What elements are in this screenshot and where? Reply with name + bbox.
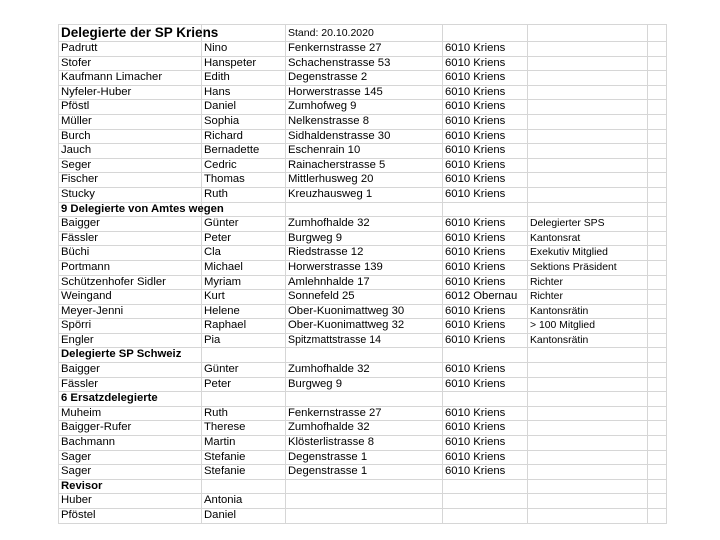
first-name-cell[interactable]: Peter <box>202 231 286 246</box>
first-name-cell[interactable]: Günter <box>202 217 286 232</box>
role-cell[interactable]: > 100 Mitglied <box>528 319 648 334</box>
first-name-cell[interactable]: Günter <box>202 363 286 378</box>
street-cell[interactable]: Spitzmattstrasse 14 <box>286 333 443 348</box>
spreadsheet-table <box>58 24 667 524</box>
role-cell[interactable]: Sektions Präsident <box>528 260 648 275</box>
street-cell[interactable]: Degenstrasse 1 <box>286 450 443 465</box>
table-row <box>59 100 667 115</box>
first-name-cell[interactable]: Thomas <box>202 173 286 188</box>
blank-cell[interactable] <box>648 363 667 378</box>
place-cell[interactable]: 6010 Kriens <box>443 129 528 144</box>
role-cell[interactable]: Richter <box>528 290 648 305</box>
last-name-cell[interactable]: Fässler <box>59 231 202 246</box>
place-cell[interactable]: 6010 Kriens <box>443 450 528 465</box>
street-cell[interactable]: Fenkernstrasse 27 <box>286 42 443 57</box>
blank-cell[interactable] <box>648 319 667 334</box>
blank-cell[interactable] <box>648 333 667 348</box>
place-cell[interactable]: 6010 Kriens <box>443 100 528 115</box>
place-cell[interactable]: 6010 Kriens <box>443 187 528 202</box>
blank-cell[interactable] <box>648 202 667 217</box>
first-name-cell[interactable]: Cedric <box>202 158 286 173</box>
first-name-cell[interactable]: Sophia <box>202 114 286 129</box>
title-blank-cell[interactable] <box>528 25 648 42</box>
blank-cell[interactable] <box>648 217 667 232</box>
blank-cell[interactable] <box>648 348 667 363</box>
place-cell[interactable]: 6010 Kriens <box>443 173 528 188</box>
street-cell[interactable]: Zumhofhalde 32 <box>286 363 443 378</box>
blank-cell[interactable] <box>286 348 443 363</box>
role-cell[interactable] <box>528 187 648 202</box>
role-cell[interactable] <box>528 114 648 129</box>
table-row <box>59 450 667 465</box>
first-name-cell[interactable]: Daniel <box>202 509 286 524</box>
first-name-cell[interactable]: Myriam <box>202 275 286 290</box>
last-name-cell[interactable]: Büchi <box>59 246 202 261</box>
title-blank-cell[interactable] <box>443 25 528 42</box>
place-cell[interactable]: 6010 Kriens <box>443 436 528 451</box>
role-cell[interactable] <box>528 436 648 451</box>
table-row <box>59 231 667 246</box>
place-cell[interactable]: 6010 Kriens <box>443 71 528 86</box>
last-name-cell[interactable]: Engler <box>59 333 202 348</box>
blank-cell[interactable] <box>648 71 667 86</box>
section-header[interactable]: Revisor <box>59 479 202 494</box>
place-cell[interactable]: 6010 Kriens <box>443 114 528 129</box>
blank-cell[interactable] <box>648 436 667 451</box>
street-cell[interactable]: Degenstrasse 2 <box>286 71 443 86</box>
place-cell[interactable]: 6010 Kriens <box>443 144 528 159</box>
role-cell[interactable] <box>528 144 648 159</box>
first-name-cell[interactable]: Stefanie <box>202 465 286 480</box>
street-cell[interactable] <box>286 494 443 509</box>
street-cell[interactable]: Horwerstrasse 139 <box>286 260 443 275</box>
last-name-cell[interactable]: Muheim <box>59 406 202 421</box>
last-name-cell[interactable]: Baigger-Rufer <box>59 421 202 436</box>
blank-cell[interactable] <box>443 392 528 407</box>
street-cell[interactable]: Ober-Kuonimattweg 32 <box>286 319 443 334</box>
street-cell[interactable]: Sidhaldenstrasse 30 <box>286 129 443 144</box>
street-cell[interactable]: Riedstrasse 12 <box>286 246 443 261</box>
table-row <box>59 363 667 378</box>
blank-cell[interactable] <box>202 479 286 494</box>
first-name-cell[interactable]: Kurt <box>202 290 286 305</box>
blank-cell[interactable] <box>648 100 667 115</box>
table-row <box>59 319 667 334</box>
first-name-cell[interactable]: Cla <box>202 246 286 261</box>
blank-cell[interactable] <box>648 450 667 465</box>
street-cell[interactable]: Ober-Kuonimattweg 30 <box>286 304 443 319</box>
last-name-cell[interactable]: Fässler <box>59 377 202 392</box>
last-name-cell[interactable]: Baigger <box>59 217 202 232</box>
table-row <box>59 421 667 436</box>
section-header-row <box>59 348 667 363</box>
title-blank-cell[interactable] <box>648 25 667 42</box>
last-name-cell[interactable]: Bachmann <box>59 436 202 451</box>
last-name-cell[interactable]: Pföstl <box>59 100 202 115</box>
first-name-cell[interactable]: Peter <box>202 377 286 392</box>
street-cell[interactable]: Fenkernstrasse 27 <box>286 406 443 421</box>
last-name-cell[interactable]: Seger <box>59 158 202 173</box>
blank-cell[interactable] <box>648 290 667 305</box>
last-name-cell[interactable]: Padrutt <box>59 42 202 57</box>
last-name-cell[interactable]: Müller <box>59 114 202 129</box>
role-cell[interactable] <box>528 494 648 509</box>
role-cell[interactable] <box>528 158 648 173</box>
table-row <box>59 56 667 71</box>
place-cell[interactable]: 6010 Kriens <box>443 42 528 57</box>
table-row <box>59 187 667 202</box>
first-name-cell[interactable]: Ruth <box>202 187 286 202</box>
last-name-cell[interactable]: Pföstel <box>59 509 202 524</box>
blank-cell[interactable] <box>648 479 667 494</box>
first-name-cell[interactable]: Antonia <box>202 494 286 509</box>
role-cell[interactable] <box>528 406 648 421</box>
street-cell[interactable]: Sonnefeld 25 <box>286 290 443 305</box>
first-name-cell[interactable]: Edith <box>202 71 286 86</box>
blank-cell[interactable] <box>648 509 667 524</box>
table-row <box>59 246 667 261</box>
street-cell[interactable]: Amlehnhalde 17 <box>286 275 443 290</box>
blank-cell[interactable] <box>528 392 648 407</box>
section-header[interactable]: 6 Ersatzdelegierte <box>59 392 202 407</box>
place-cell[interactable]: 6010 Kriens <box>443 158 528 173</box>
place-cell[interactable]: 6010 Kriens <box>443 260 528 275</box>
role-cell[interactable] <box>528 56 648 71</box>
table-row <box>59 494 667 509</box>
blank-cell[interactable] <box>648 246 667 261</box>
blank-cell[interactable] <box>648 275 667 290</box>
first-name-cell[interactable]: Nino <box>202 42 286 57</box>
table-row <box>59 173 667 188</box>
first-name-cell[interactable]: Stefanie <box>202 450 286 465</box>
blank-cell[interactable] <box>648 260 667 275</box>
blank-cell[interactable] <box>648 42 667 57</box>
first-name-cell[interactable]: Hans <box>202 85 286 100</box>
place-cell[interactable]: 6010 Kriens <box>443 465 528 480</box>
street-cell[interactable]: Schachenstrasse 53 <box>286 56 443 71</box>
street-cell[interactable]: Zumhofhalde 32 <box>286 421 443 436</box>
blank-cell[interactable] <box>286 479 443 494</box>
role-cell[interactable] <box>528 71 648 86</box>
last-name-cell[interactable]: Stofer <box>59 56 202 71</box>
first-name-cell[interactable]: Daniel <box>202 100 286 115</box>
street-cell[interactable]: Burgweg 9 <box>286 377 443 392</box>
table-row <box>59 42 667 57</box>
table-row <box>59 158 667 173</box>
blank-cell[interactable] <box>202 348 286 363</box>
table-row <box>59 144 667 159</box>
blank-cell[interactable] <box>648 377 667 392</box>
role-cell[interactable] <box>528 42 648 57</box>
role-cell[interactable] <box>528 377 648 392</box>
street-cell[interactable]: Zumhofhalde 32 <box>286 217 443 232</box>
place-cell[interactable]: 6010 Kriens <box>443 421 528 436</box>
blank-cell[interactable] <box>648 129 667 144</box>
role-cell[interactable]: Richter <box>528 275 648 290</box>
first-name-cell[interactable]: Ruth <box>202 406 286 421</box>
role-cell[interactable]: Kantonsrat <box>528 231 648 246</box>
blank-cell[interactable] <box>528 479 648 494</box>
first-name-cell[interactable]: Richard <box>202 129 286 144</box>
table-row <box>59 71 667 86</box>
place-cell[interactable]: 6010 Kriens <box>443 333 528 348</box>
role-cell[interactable]: Exekutiv Mitglied <box>528 246 648 261</box>
role-cell[interactable] <box>528 173 648 188</box>
place-cell[interactable]: 6010 Kriens <box>443 275 528 290</box>
table-row <box>59 509 667 524</box>
place-cell[interactable] <box>443 494 528 509</box>
last-name-cell[interactable]: Spörri <box>59 319 202 334</box>
table-row <box>59 114 667 129</box>
role-cell[interactable] <box>528 421 648 436</box>
blank-cell[interactable] <box>648 406 667 421</box>
table-row <box>59 377 667 392</box>
place-cell[interactable]: 6010 Kriens <box>443 377 528 392</box>
place-cell[interactable]: 6010 Kriens <box>443 56 528 71</box>
role-cell[interactable] <box>528 509 648 524</box>
blank-cell[interactable] <box>648 494 667 509</box>
role-cell[interactable] <box>528 363 648 378</box>
last-name-cell[interactable]: Baigger <box>59 363 202 378</box>
table-row <box>59 85 667 100</box>
blank-cell[interactable] <box>443 202 528 217</box>
section-header-row <box>59 479 667 494</box>
street-cell[interactable]: Kreuzhausweg 1 <box>286 187 443 202</box>
blank-cell[interactable] <box>648 392 667 407</box>
role-cell[interactable]: Delegierter SPS <box>528 217 648 232</box>
street-cell[interactable]: Horwerstrasse 145 <box>286 85 443 100</box>
street-cell[interactable]: Degenstrasse 1 <box>286 465 443 480</box>
role-cell[interactable] <box>528 450 648 465</box>
last-name-cell[interactable]: Huber <box>59 494 202 509</box>
first-name-cell[interactable]: Martin <box>202 436 286 451</box>
blank-cell[interactable] <box>286 202 443 217</box>
blank-cell[interactable] <box>648 56 667 71</box>
blank-cell[interactable] <box>648 144 667 159</box>
street-cell[interactable]: Mittlerhusweg 20 <box>286 173 443 188</box>
blank-cell[interactable] <box>648 158 667 173</box>
street-cell[interactable]: Nelkenstrasse 8 <box>286 114 443 129</box>
section-header-row <box>59 392 667 407</box>
last-name-cell[interactable]: Burch <box>59 129 202 144</box>
table-row <box>59 217 667 232</box>
place-cell[interactable]: 6012 Obernau <box>443 290 528 305</box>
table-row <box>59 129 667 144</box>
table-row <box>59 406 667 421</box>
first-name-cell[interactable]: Raphael <box>202 319 286 334</box>
sheet-title[interactable]: Delegierte der SP Kriens <box>59 25 202 42</box>
section-header-row <box>59 202 667 217</box>
table-row <box>59 436 667 451</box>
last-name-cell[interactable]: Kaufmann Limacher <box>59 71 202 86</box>
place-cell[interactable]: 6010 Kriens <box>443 363 528 378</box>
blank-cell[interactable] <box>648 231 667 246</box>
last-name-cell[interactable]: Jauch <box>59 144 202 159</box>
table-row <box>59 260 667 275</box>
place-cell[interactable]: 6010 Kriens <box>443 85 528 100</box>
street-cell[interactable]: Burgweg 9 <box>286 231 443 246</box>
last-name-cell[interactable]: Sager <box>59 465 202 480</box>
role-cell[interactable]: Kantonsrätin <box>528 304 648 319</box>
blank-cell[interactable] <box>202 392 286 407</box>
last-name-cell[interactable]: Weingand <box>59 290 202 305</box>
table-row <box>59 333 667 348</box>
role-cell[interactable] <box>528 129 648 144</box>
first-name-cell[interactable]: Michael <box>202 260 286 275</box>
blank-cell[interactable] <box>648 187 667 202</box>
blank-cell[interactable] <box>443 479 528 494</box>
first-name-cell[interactable]: Hanspeter <box>202 56 286 71</box>
blank-cell[interactable] <box>648 421 667 436</box>
first-name-cell[interactable]: Pia <box>202 333 286 348</box>
first-name-cell[interactable]: Therese <box>202 421 286 436</box>
blank-cell[interactable] <box>648 304 667 319</box>
blank-cell[interactable] <box>648 173 667 188</box>
last-name-cell[interactable]: Fischer <box>59 173 202 188</box>
place-cell[interactable] <box>443 509 528 524</box>
first-name-cell[interactable]: Helene <box>202 304 286 319</box>
blank-cell[interactable] <box>528 202 648 217</box>
table-row <box>59 275 667 290</box>
first-name-cell[interactable]: Bernadette <box>202 144 286 159</box>
role-cell[interactable] <box>528 85 648 100</box>
street-cell[interactable]: Klösterlistrasse 8 <box>286 436 443 451</box>
last-name-cell[interactable]: Portmann <box>59 260 202 275</box>
place-cell[interactable]: 6010 Kriens <box>443 304 528 319</box>
street-cell[interactable]: Zumhofweg 9 <box>286 100 443 115</box>
last-name-cell[interactable]: Meyer-Jenni <box>59 304 202 319</box>
street-cell[interactable]: Eschenrain 10 <box>286 144 443 159</box>
place-cell[interactable]: 6010 Kriens <box>443 217 528 232</box>
blank-cell[interactable] <box>648 85 667 100</box>
blank-cell[interactable] <box>528 348 648 363</box>
place-cell[interactable]: 6010 Kriens <box>443 406 528 421</box>
blank-cell[interactable] <box>648 465 667 480</box>
section-header[interactable]: 9 Delegierte von Amtes wegen <box>59 202 202 217</box>
table-row <box>59 290 667 305</box>
place-cell[interactable]: 6010 Kriens <box>443 246 528 261</box>
title-row <box>59 25 667 42</box>
place-cell[interactable]: 6010 Kriens <box>443 231 528 246</box>
street-cell[interactable] <box>286 509 443 524</box>
spreadsheet-body <box>59 25 667 524</box>
stand-date[interactable]: Stand: 20.10.2020 <box>286 25 443 42</box>
role-cell[interactable] <box>528 465 648 480</box>
table-row <box>59 465 667 480</box>
street-cell[interactable]: Rainacherstrasse 5 <box>286 158 443 173</box>
blank-cell[interactable] <box>648 114 667 129</box>
blank-cell[interactable] <box>443 348 528 363</box>
blank-cell[interactable] <box>286 392 443 407</box>
role-cell[interactable] <box>528 100 648 115</box>
role-cell[interactable]: Kantonsrätin <box>528 333 648 348</box>
table-row <box>59 304 667 319</box>
last-name-cell[interactable]: Sager <box>59 450 202 465</box>
last-name-cell[interactable]: Schützenhofer Sidler <box>59 275 202 290</box>
last-name-cell[interactable]: Stucky <box>59 187 202 202</box>
section-header[interactable]: Delegierte SP Schweiz <box>59 348 202 363</box>
last-name-cell[interactable]: Nyfeler-Huber <box>59 85 202 100</box>
place-cell[interactable]: 6010 Kriens <box>443 319 528 334</box>
